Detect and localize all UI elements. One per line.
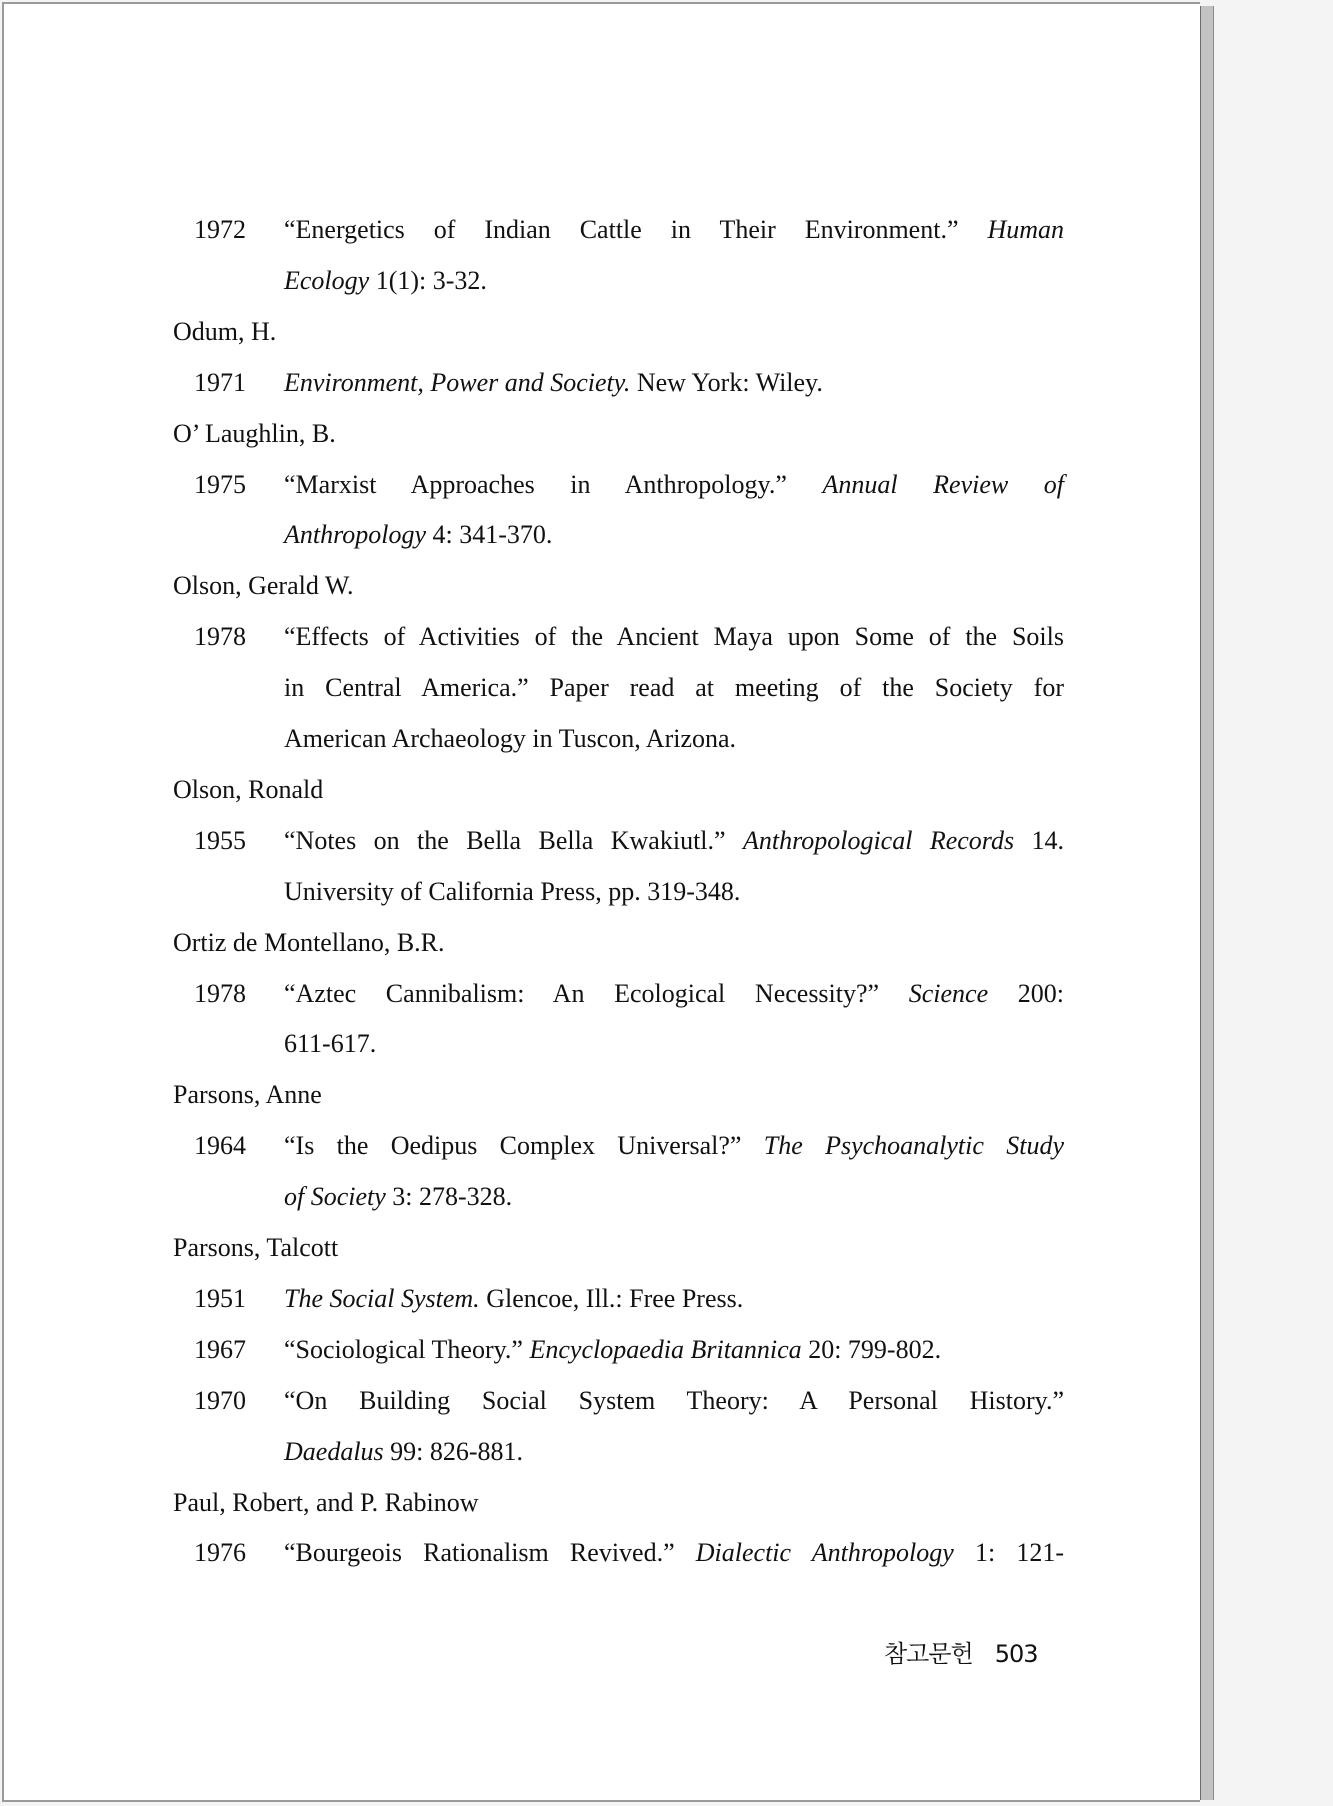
- page-number: 503: [994, 1640, 1038, 1668]
- italic-title: Encyclopaedia Britannica: [529, 1334, 802, 1364]
- publication-year: 1978: [194, 622, 246, 652]
- citation-text: “Sociological Theory.”: [284, 1334, 530, 1364]
- citation-text: 20: 799-802.: [801, 1334, 942, 1364]
- citation-text: 14.: [1014, 825, 1065, 855]
- publication-year: 1955: [194, 825, 246, 855]
- publication-year: 1970: [194, 1385, 246, 1415]
- publication-year: 1967: [194, 1334, 246, 1364]
- italic-title: Anthropology: [284, 520, 427, 550]
- citation-line: [284, 1325, 1064, 1375]
- citation-text: “Notes on the Bella Bella Kwakiutl.”: [284, 825, 743, 855]
- publication-year: 1971: [194, 367, 246, 397]
- italic-title: of Society: [284, 1182, 386, 1212]
- author-name: Olson, Ronald: [173, 774, 324, 804]
- citation-continuation: [284, 1019, 1064, 1069]
- italic-title: The Social System.: [284, 1283, 480, 1313]
- citation-line: [284, 1376, 1064, 1426]
- author-name: Parsons, Talcott: [173, 1233, 339, 1262]
- citation-text: “Marxist Approaches in Anthropology.”: [284, 469, 823, 499]
- publication-year: 1978: [194, 978, 246, 1008]
- citation-text: University of California Press, pp. 319-348.: [284, 876, 741, 906]
- citation-text: “Bourgeois Rationalism Revived.”: [284, 1538, 696, 1568]
- citation-line: [284, 358, 1064, 408]
- citation-text: “On Building Social System Theory: A Personal History.”: [284, 1385, 1064, 1415]
- citation-continuation: [284, 1172, 1064, 1222]
- citation-continuation: [284, 867, 1064, 917]
- publication-year: 1972: [194, 215, 246, 244]
- citation-text: “Energetics of Indian Cattle in Their Environment.”: [284, 215, 988, 244]
- italic-title: Science: [908, 978, 989, 1008]
- citation-text: Glencoe, Ill.: Free Press.: [479, 1283, 744, 1313]
- citation-line: [284, 816, 1064, 866]
- citation-text: 611-617.: [284, 1029, 377, 1059]
- citation-continuation: [284, 714, 1064, 764]
- citation-line: [284, 460, 1064, 510]
- citation-text: “Aztec Cannibalism: An Ecological Necessity?”: [284, 978, 909, 1008]
- author-name: Olson, Gerald W.: [173, 571, 354, 601]
- citation-line: [284, 205, 1064, 255]
- citation-line: [284, 612, 1064, 662]
- citation-text: New York: Wiley.: [630, 367, 823, 397]
- publication-year: 1964: [194, 1131, 246, 1161]
- author-name: Paul, Robert, and P. Rabinow: [173, 1487, 479, 1517]
- citation-text: 99: 826-881.: [383, 1436, 524, 1466]
- citation-text: 1(1): 3-32.: [369, 265, 487, 295]
- italic-title: Anthropological Records: [742, 825, 1015, 855]
- citation-line: [284, 1121, 1064, 1171]
- citation-line: [284, 969, 1064, 1019]
- italic-title: Daedalus: [284, 1436, 384, 1466]
- page-edge-shadow: [1200, 6, 1214, 1800]
- book-page: [2, 2, 1200, 1802]
- citation-text: “Effects of Activities of the Ancient Maya upon Some of the Soils: [284, 622, 1064, 652]
- author-name: Odum, H.: [173, 316, 277, 346]
- citation-text: 3: 278-328.: [385, 1182, 513, 1212]
- citation-continuation: [284, 256, 1064, 306]
- italic-title: Dialectic Anthropology: [695, 1538, 954, 1568]
- citation-text: “Is the Oedipus Complex Universal?”: [284, 1131, 764, 1161]
- publication-year: 1976: [194, 1538, 246, 1568]
- citation-line: [284, 1274, 1064, 1324]
- citation-continuation: [284, 510, 1064, 560]
- citation-text: in Central America.” Paper read at meeting of the Society for: [284, 673, 1064, 703]
- section-title: 참고문헌: [884, 1640, 973, 1668]
- citation-text: American Archaeology in Tuscon, Arizona.: [284, 724, 737, 753]
- publication-year: 1975: [194, 469, 246, 499]
- italic-title: Environment, Power and Society.: [284, 367, 631, 397]
- citation-text: 1: 121-: [953, 1538, 1065, 1568]
- citation-continuation: [284, 663, 1064, 713]
- italic-title: Human: [987, 215, 1064, 244]
- italic-title: Annual Review of: [822, 469, 1065, 499]
- author-name: Ortiz de Montellano, B.R.: [173, 927, 445, 957]
- italic-title: The Psychoanalytic Study: [763, 1131, 1064, 1161]
- citation-text: 200:: [988, 978, 1064, 1008]
- citation-text: 4: 341-370.: [426, 520, 553, 550]
- author-name: Parsons, Anne: [173, 1080, 322, 1110]
- citation-continuation: [284, 1427, 1064, 1477]
- citation-line: [284, 1528, 1064, 1578]
- italic-title: Ecology: [284, 265, 370, 295]
- publication-year: 1951: [194, 1283, 246, 1313]
- author-name: O’ Laughlin, B.: [173, 418, 336, 448]
- page-footer: [884, 1631, 1038, 1677]
